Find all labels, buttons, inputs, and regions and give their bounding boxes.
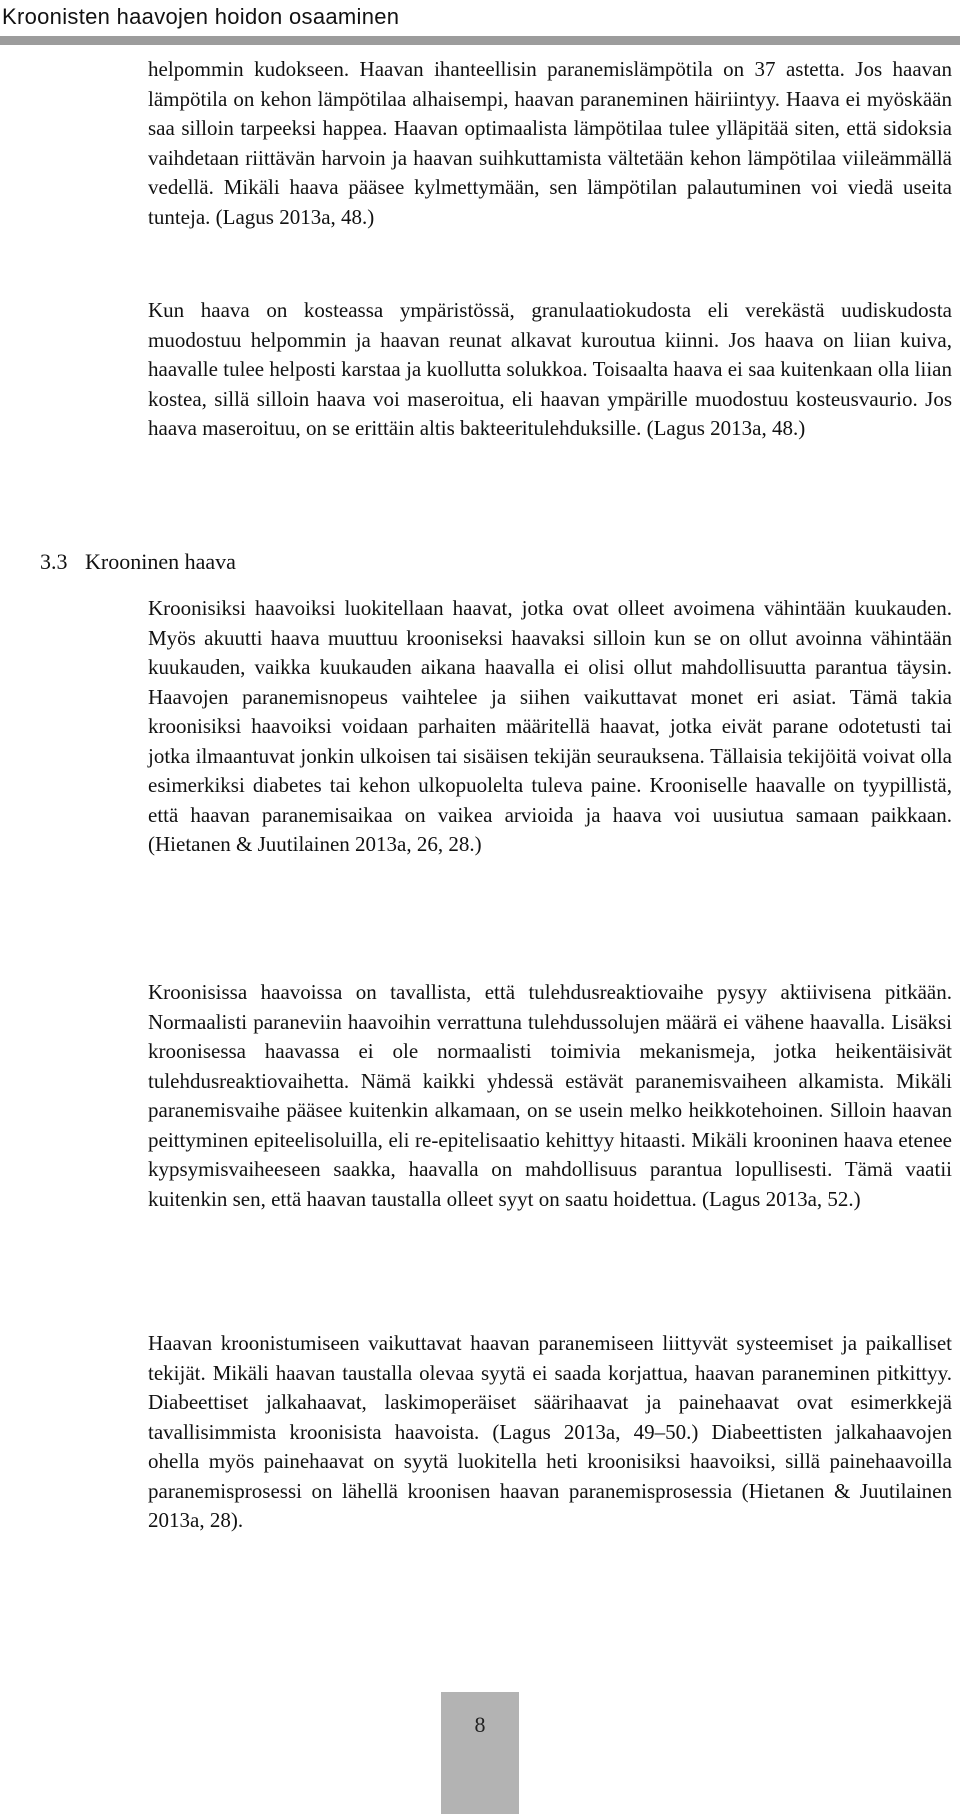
section-title: Krooninen haava — [85, 549, 236, 574]
paragraph-chronic-definition: Kroonisiksi haavoiksi luokitellaan haavat, jotka ovat olleet avoimena vähintään kuukauden. Myös akuutti haava muuttuu krooniseksi haavaksi silloin kun se on ollut avoinna vähintään kuukauden, vaikka kuukauden aikana haavalla ei olisi ollut mahdollisuutta parantua täysin. Haavojen paranemisnopeus vaihtelee ja siihen vaikuttavat monet eri asiat. Tämä takia kroonisiksi haavoiksi voidaan parhaiten määritellä haavat, jotka eivät parane odotetusti tai jotka ilmaantuvat jonkin ulkoisen tai sisäisen tekijän seurauksena. Tällaisia tekijöitä voivat olla esimerkiksi diabetes tai kehon ulkopuolelta tuleva paine. Krooniselle haavalle on tyypillistä, että haavan paranemisaikaa on vaikea arvioida ja haava voi uusiutua samaan paikkaan. (Hietanen & Juutilainen 2013a, 26, 28.) — [148, 596, 952, 856]
paragraph-moisture: Kun haava on kosteassa ympäristössä, granulaatiokudosta eli verekästä uudiskudosta muodostuu helpommin ja haavan reunat alkavat kuroutua kiinni. Jos haava on liian kuiva, haavalle tulee helposti karstaa ja kuollutta solukkoa. Toisaalta haava ei saa kuitenkaan olla liian kostea, sillä silloin haava voi maseroitua, eli haavan ympärille muodostuu kosteusvaurio. Jos haava maseroituu, on se erittäin altis bakteeritulehduksille. (Lagus 2013a, 48.) — [148, 298, 952, 440]
page-number: 8 — [474, 1712, 486, 1737]
section-number: 3.3 — [40, 549, 68, 574]
document-title: Kroonisten haavojen hoidon osaaminen — [2, 4, 400, 29]
page-number-box — [441, 1692, 519, 1814]
header-rule — [0, 36, 960, 45]
running-header — [0, 0, 960, 42]
paragraph-inflammation: Kroonisissa haavoissa on tavallista, että tulehdusreaktiovaihe pysyy aktiivisena pitkään. Normaalisti paraneviin haavoihin verrattuna tulehdussolujen määrä ei vähene haavalla. Lisäksi kroonisessa haavassa ei ole normaalisti toimivia mekanismeja, jotka heikentäisivät tulehdusreaktiovaihetta. Nämä kaikki yhdessä estävät paranemisvaiheen alkamista. Mikäli paranemisvaihe pääsee kuitenkin alkamaan, on se usein melko heikkotehoinen. Silloin haavan peittyminen epiteelisoluilla, eli re-epitelisaatio kehittyy hitaasti. Mikäli krooninen haava etenee kypsymisvaiheeseen saakka, haavalla on mahdollisuus parantua lopullisesti. Tämä vaatii kuitenkin sen, että haavan taustalla olleet syyt on saatu hoidettua. (Lagus 2013a, 52.) — [148, 980, 952, 1211]
paragraph-temperature: helpommin kudokseen. Haavan ihanteellisin paranemislämpötila on 37 astetta. Jos haavan lämpötila on kehon lämpötilaa alhaisempi, haavan paraneminen häiriintyy. Haava ei myöskään saa silloin tarpeeksi happea. Haavan optimaalista lämpötilaa tulee ylläpitää siten, että sidoksia vaihdetaan riittävän harvoin ja haavan suihkuttamista vältetään kehon lämpötilaa viileämmällä vedellä. Mikäli haava pääsee kylmettymään, sen lämpötilan palautuminen voi viedä useita tunteja. (Lagus 2013a, 48.) — [148, 57, 952, 229]
paragraph-chronicity-factors: Haavan kroonistumiseen vaikuttavat haavan paranemiseen liittyvät systeemiset ja paikalliset tekijät. Mikäli haavan taustalla olevaa syytä ei saada korjattua, haavan paraneminen pitkittyy. Diabeettiset jalkahaavat, laskimoperäiset säärihaavat ja painehaavat ovat esimerkkejä tavallisimmista kroonisista haavoista. (Lagus 2013a, 49–50.) Diabeettisten jalkahaavojen ohella myös painehaavat on syytä luokitella heti kroonisiksi haavoiksi, sillä painehaavoilla paranemisprosessi on lähellä kroonisen haavan paranemisprosessia (Hietanen & Juutilainen 2013a, 28). — [148, 1331, 952, 1532]
